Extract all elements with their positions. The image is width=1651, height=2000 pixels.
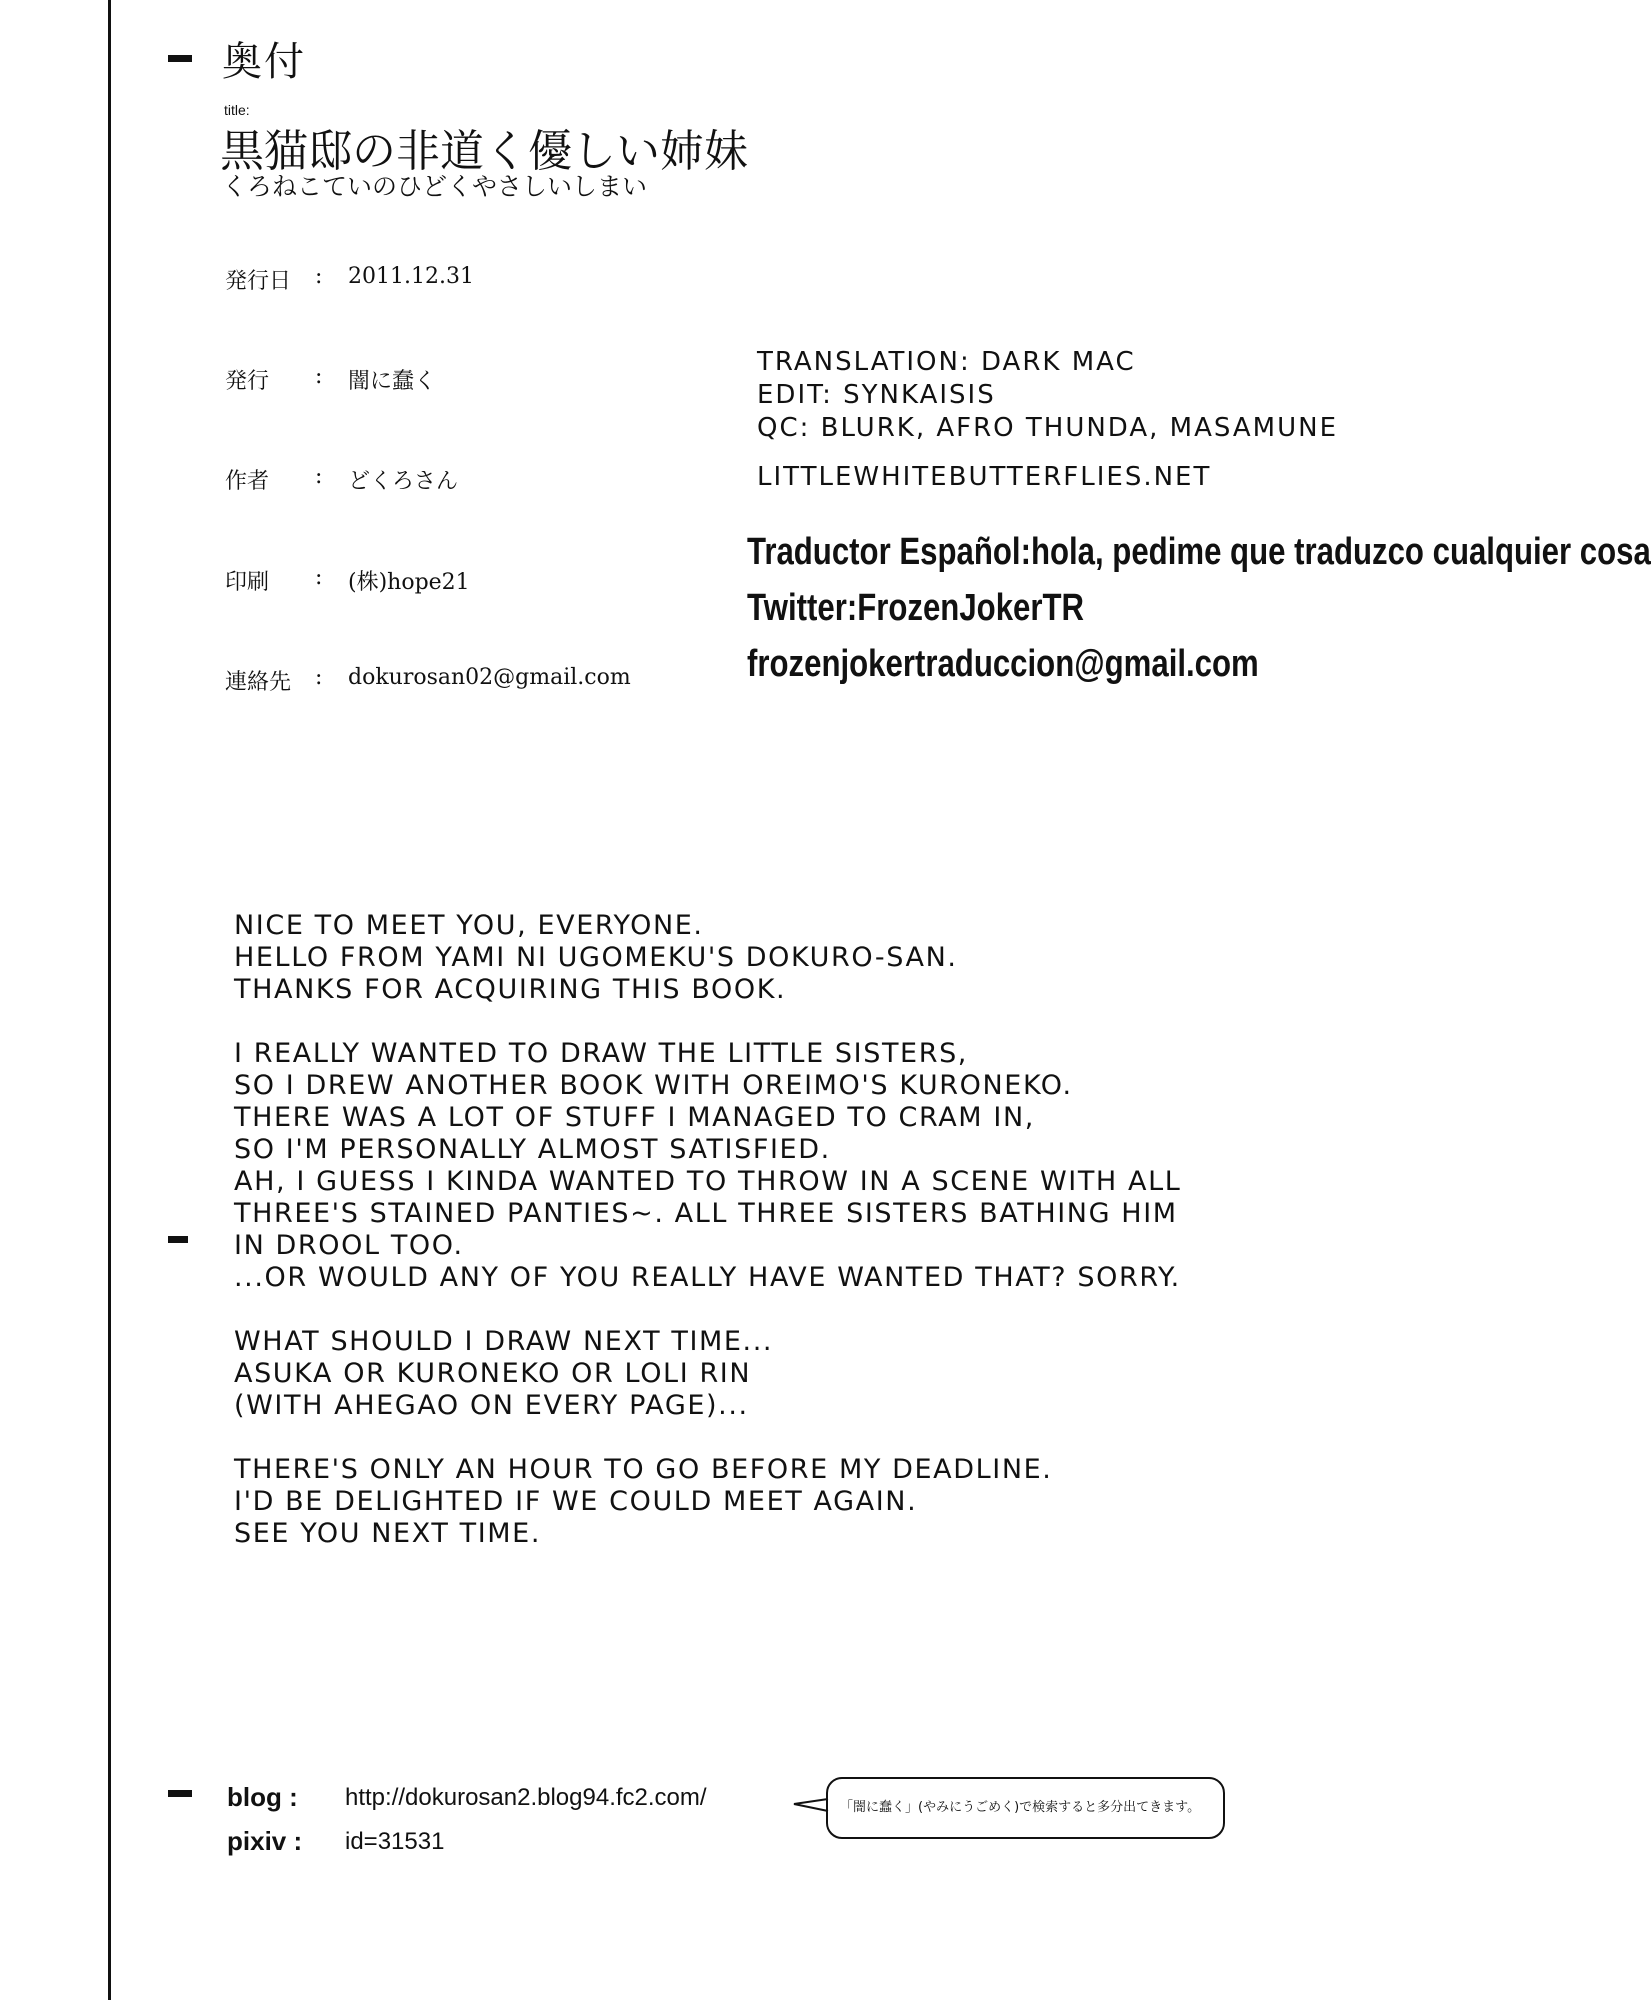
dash-marker-top bbox=[168, 55, 192, 62]
credit-edit: EDIT: SYNKAISIS bbox=[757, 380, 996, 410]
credit-translation: TRANSLATION: DARK MAC bbox=[757, 347, 1136, 377]
author-colon: : bbox=[315, 464, 323, 489]
publisher-label: 発行 bbox=[225, 369, 270, 394]
message-line: THERE WAS A LOT OF STUFF I MANAGED TO CRAM IN, bbox=[234, 1102, 1035, 1133]
credit-qc: QC: BLURK, AFRO THUNDA, MASAMUNE bbox=[757, 413, 1339, 443]
author-value: どくろさん bbox=[348, 469, 459, 494]
spanish-translator: Traductor Español:hola, pedime que traduzco cualquier cosa bbox=[747, 531, 1651, 573]
message-line: SO I DREW ANOTHER BOOK WITH OREIMO'S KURONEKO. bbox=[234, 1070, 1073, 1101]
contact-colon: : bbox=[315, 665, 323, 690]
printer-value: (株)hope21 bbox=[348, 570, 470, 595]
speech-bubble-tail bbox=[790, 1785, 830, 1825]
date-value: 2011.12.31 bbox=[348, 264, 474, 289]
message-line: ...OR WOULD ANY OF YOU REALLY HAVE WANTED THAT? SORRY. bbox=[234, 1262, 1181, 1293]
spanish-email: frozenjokertraduccion@gmail.com bbox=[747, 643, 1259, 685]
message-line: THREE'S STAINED PANTIES~. ALL THREE SISTERS BATHING HIM bbox=[234, 1198, 1178, 1229]
blog-label: blog : bbox=[227, 1782, 298, 1812]
message-line: THANKS FOR ACQUIRING THIS BOOK. bbox=[234, 974, 787, 1005]
message-line: SO I'M PERSONALLY ALMOST SATISFIED. bbox=[234, 1134, 831, 1165]
dash-marker-middle bbox=[168, 1236, 188, 1243]
page-left-border bbox=[108, 0, 111, 2000]
spanish-twitter: Twitter:FrozenJokerTR bbox=[747, 587, 1085, 629]
book-title: 黒猫邸の非道く優しい姉妹 bbox=[220, 126, 748, 177]
message-line: AH, I GUESS I KINDA WANTED TO THROW IN A SCENE WITH ALL bbox=[234, 1166, 1182, 1197]
message-line: I'D BE DELIGHTED IF WE COULD MEET AGAIN. bbox=[234, 1486, 918, 1517]
publisher-colon: : bbox=[315, 364, 323, 389]
message-line: SEE YOU NEXT TIME. bbox=[234, 1518, 542, 1549]
speech-bubble bbox=[826, 1777, 1225, 1839]
message-line: I REALLY WANTED TO DRAW THE LITTLE SISTERS, bbox=[234, 1038, 968, 1069]
colophon-heading: 奥付 bbox=[222, 39, 306, 85]
contact-value: dokurosan02@gmail.com bbox=[348, 665, 631, 690]
dash-marker-bottom bbox=[168, 1790, 192, 1797]
date-colon: : bbox=[315, 264, 323, 289]
pixiv-id: id=31531 bbox=[345, 1828, 445, 1855]
contact-label: 連絡先 bbox=[225, 670, 292, 695]
publisher-value: 闇に蠢く bbox=[348, 369, 437, 394]
message-line: IN DROOL TOO. bbox=[234, 1230, 464, 1261]
pixiv-label: pixiv : bbox=[227, 1826, 303, 1856]
message-line: WHAT SHOULD I DRAW NEXT TIME... bbox=[234, 1326, 774, 1357]
credit-website: LITTLEWHITEBUTTERFLIES.NET bbox=[757, 462, 1212, 492]
speech-bubble-text: 「闇に蠢く」(やみにうごめく)で検索すると多分出てきます。 bbox=[840, 1800, 1201, 1815]
message-line: NICE TO MEET YOU, EVERYONE. bbox=[234, 910, 704, 941]
message-line: (WITH AHEGAO ON EVERY PAGE)... bbox=[234, 1390, 749, 1421]
blog-url: http://dokurosan2.blog94.fc2.com/ bbox=[345, 1784, 707, 1811]
title-label: title: bbox=[224, 102, 250, 118]
message-line: HELLO FROM YAMI NI UGOMEKU'S DOKURO-SAN. bbox=[234, 942, 958, 973]
author-label: 作者 bbox=[225, 469, 270, 494]
book-title-reading: くろねこていのひどくやさしいしまい bbox=[222, 172, 648, 201]
printer-colon: : bbox=[315, 565, 323, 590]
message-line: ASUKA OR KURONEKO OR LOLI RIN bbox=[234, 1358, 752, 1389]
printer-label: 印刷 bbox=[225, 570, 270, 595]
message-line: THERE'S ONLY AN HOUR TO GO BEFORE MY DEADLINE. bbox=[234, 1454, 1053, 1485]
date-label: 発行日 bbox=[225, 269, 292, 294]
